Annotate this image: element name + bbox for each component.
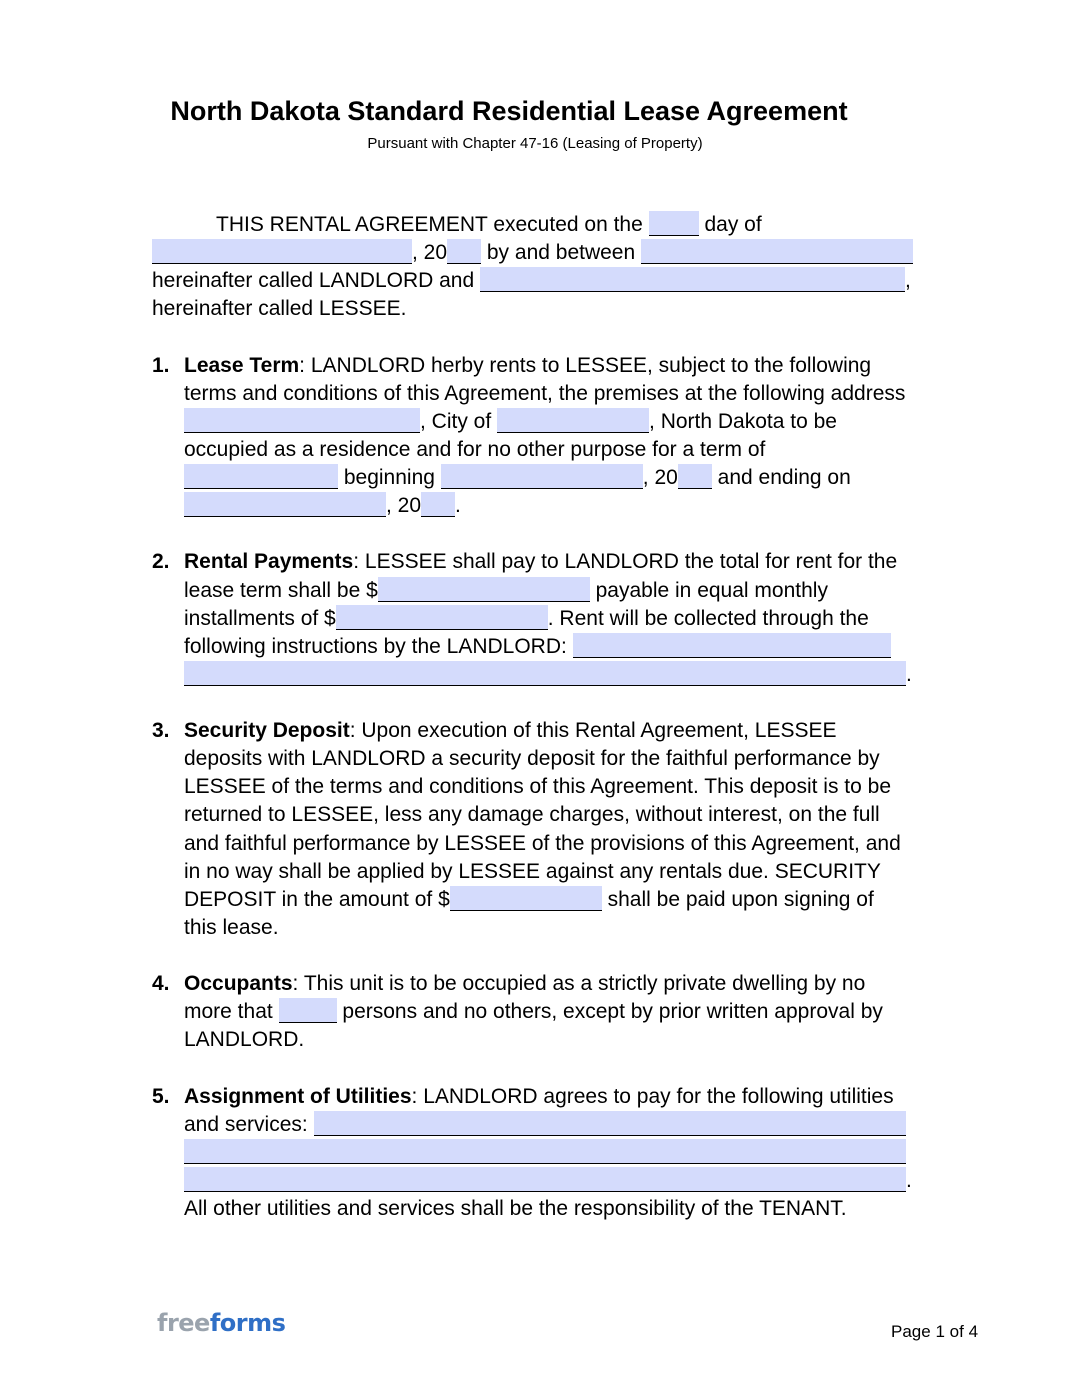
execution-year-field[interactable] bbox=[447, 239, 481, 264]
section-text: , North Dakota to be bbox=[649, 410, 837, 433]
landlord-name-field[interactable] bbox=[641, 239, 913, 264]
execution-month-field[interactable] bbox=[152, 239, 412, 264]
section-3-line-7 bbox=[184, 886, 874, 914]
section-text: shall be paid upon signing of bbox=[607, 888, 874, 911]
section-text: installments of $ bbox=[184, 607, 336, 630]
section-text: , 20 bbox=[386, 494, 422, 517]
section-text: : LANDLORD agrees to pay for the following utilities bbox=[411, 1085, 894, 1108]
section-text: more that bbox=[184, 1000, 273, 1023]
section-text: and ending on bbox=[717, 466, 851, 489]
payment-instructions-field-2[interactable] bbox=[184, 661, 906, 686]
section-3-line-5: and faithful performance by LESSEE of the provisions of this Agreement, and bbox=[184, 832, 901, 855]
start-year-field[interactable] bbox=[678, 464, 712, 489]
page-label: Page bbox=[891, 1322, 931, 1341]
section-5-line-4 bbox=[184, 1167, 912, 1195]
section-3-heading: Security Deposit bbox=[184, 719, 350, 742]
section-text: occupied as a residence and for no other purpose for a term of bbox=[184, 438, 766, 461]
monthly-installment-field[interactable] bbox=[336, 605, 548, 630]
intro-text: hereinafter called LESSEE. bbox=[152, 297, 407, 320]
lease-term-field[interactable] bbox=[184, 464, 338, 489]
section-text: . bbox=[906, 1169, 912, 1192]
section-text: . bbox=[906, 663, 912, 686]
page-indicator bbox=[891, 1322, 978, 1342]
section-text: , City of bbox=[420, 410, 492, 433]
section-1-line-5 bbox=[184, 464, 851, 492]
section-3-line-6: in no way shall be applied by LESSEE against any rentals due. SECURITY bbox=[184, 860, 881, 883]
section-text: persons and no others, except by prior written approval by bbox=[342, 1000, 883, 1023]
document-title: North Dakota Standard Residential Lease Agreement bbox=[170, 96, 848, 126]
logo-text-forms: forms bbox=[209, 1309, 286, 1337]
section-text: terms and conditions of this Agreement, the premises at the following address bbox=[184, 382, 906, 405]
section-text: . bbox=[455, 494, 461, 517]
end-year-field[interactable] bbox=[421, 492, 455, 517]
payment-instructions-field[interactable] bbox=[573, 633, 891, 658]
section-text: : This unit is to be occupied as a strictly private dwelling by no bbox=[292, 972, 866, 995]
occupants-count-field[interactable] bbox=[279, 998, 337, 1023]
section-1-line-2 bbox=[184, 380, 905, 408]
security-deposit-field[interactable] bbox=[450, 886, 602, 911]
intro-line-1 bbox=[216, 211, 762, 239]
section-text: : LANDLORD herby rents to LESSEE, subject to the following bbox=[299, 354, 872, 377]
section-5-number: 5. bbox=[152, 1085, 170, 1108]
section-1-line-3 bbox=[184, 408, 837, 436]
section-3-number: 3. bbox=[152, 719, 170, 742]
section-text: beginning bbox=[343, 466, 435, 489]
section-4-number: 4. bbox=[152, 972, 170, 995]
section-3-line-3: LESSEE of the terms and conditions of this Agreement. This deposit is to be bbox=[184, 775, 892, 798]
intro-line-2 bbox=[152, 239, 913, 267]
section-text: . Rent will be collected through the bbox=[547, 607, 869, 630]
section-1-number: 1. bbox=[152, 354, 170, 377]
section-1-line-6 bbox=[184, 492, 461, 520]
section-5-line-3 bbox=[184, 1139, 906, 1167]
section-2-heading: Rental Payments bbox=[184, 550, 354, 573]
section-1-line-4 bbox=[184, 436, 765, 464]
premises-address-field[interactable] bbox=[184, 408, 420, 433]
intro-text: by and between bbox=[486, 241, 636, 264]
section-1-line-1 bbox=[184, 352, 871, 380]
intro-text: , 20 bbox=[412, 241, 448, 264]
section-text: : Upon execution of this Rental Agreement, LESSEE bbox=[349, 719, 837, 742]
premises-city-field[interactable] bbox=[497, 408, 649, 433]
intro-line-3 bbox=[152, 267, 911, 295]
section-3-line-4: returned to LESSEE, less any damage charges, without interest, on the full bbox=[184, 803, 880, 826]
section-3-line-2: deposits with LANDLORD a security deposit for the faithful performance by bbox=[184, 747, 880, 770]
page-current: 1 bbox=[935, 1322, 945, 1341]
execution-day-field[interactable] bbox=[649, 211, 699, 236]
section-2-line-5 bbox=[184, 661, 912, 689]
section-2-number: 2. bbox=[152, 550, 170, 573]
section-4-heading: Occupants bbox=[184, 972, 293, 995]
section-1-heading: Lease Term bbox=[184, 354, 300, 377]
start-date-field[interactable] bbox=[441, 464, 643, 489]
utilities-field-3[interactable] bbox=[184, 1167, 906, 1192]
intro-text: , bbox=[905, 269, 911, 292]
section-3-line-1 bbox=[184, 717, 837, 745]
section-text: , 20 bbox=[642, 466, 678, 489]
section-4-line-3: LANDLORD. bbox=[184, 1028, 305, 1051]
section-2-line-1 bbox=[184, 548, 897, 576]
section-5-line-2 bbox=[184, 1111, 906, 1139]
section-3-line-8: this lease. bbox=[184, 916, 279, 939]
end-date-field[interactable] bbox=[184, 492, 386, 517]
section-4-line-2 bbox=[184, 998, 883, 1026]
intro-text: THIS RENTAL AGREEMENT executed on the bbox=[216, 213, 643, 236]
section-2-line-2 bbox=[184, 577, 828, 605]
page-of: of bbox=[949, 1322, 964, 1341]
section-4-line-1 bbox=[184, 970, 865, 998]
logo-text-free: free bbox=[157, 1309, 210, 1337]
section-text: DEPOSIT in the amount of $ bbox=[184, 888, 450, 911]
section-text: payable in equal monthly bbox=[595, 579, 828, 602]
document-subtitle: Pursuant with Chapter 47-16 (Leasing of Property) bbox=[367, 135, 703, 152]
section-text: following instructions by the LANDLORD: bbox=[184, 635, 567, 658]
section-2-line-4 bbox=[184, 633, 891, 661]
section-text: : LESSEE shall pay to LANDLORD the total for rent for the bbox=[353, 550, 898, 573]
page-total: 4 bbox=[968, 1322, 979, 1341]
section-2-line-3 bbox=[184, 605, 869, 633]
section-text: lease term shall be $ bbox=[184, 579, 378, 602]
freeforms-logo bbox=[157, 1309, 285, 1337]
section-5-line-1 bbox=[184, 1083, 894, 1111]
utilities-field-2[interactable] bbox=[184, 1139, 906, 1164]
total-rent-field[interactable] bbox=[378, 577, 590, 602]
section-5-line-5: All other utilities and services shall be the responsibility of the TENANT. bbox=[184, 1197, 847, 1220]
utilities-field-1[interactable] bbox=[314, 1111, 906, 1136]
section-text: and services: bbox=[184, 1113, 308, 1136]
intro-text: hereinafter called LANDLORD and bbox=[152, 269, 475, 292]
section-5-heading: Assignment of Utilities bbox=[184, 1085, 412, 1108]
intro-text: day of bbox=[704, 213, 762, 236]
intro-line-4 bbox=[152, 295, 406, 323]
lessee-name-field[interactable] bbox=[480, 267, 905, 292]
